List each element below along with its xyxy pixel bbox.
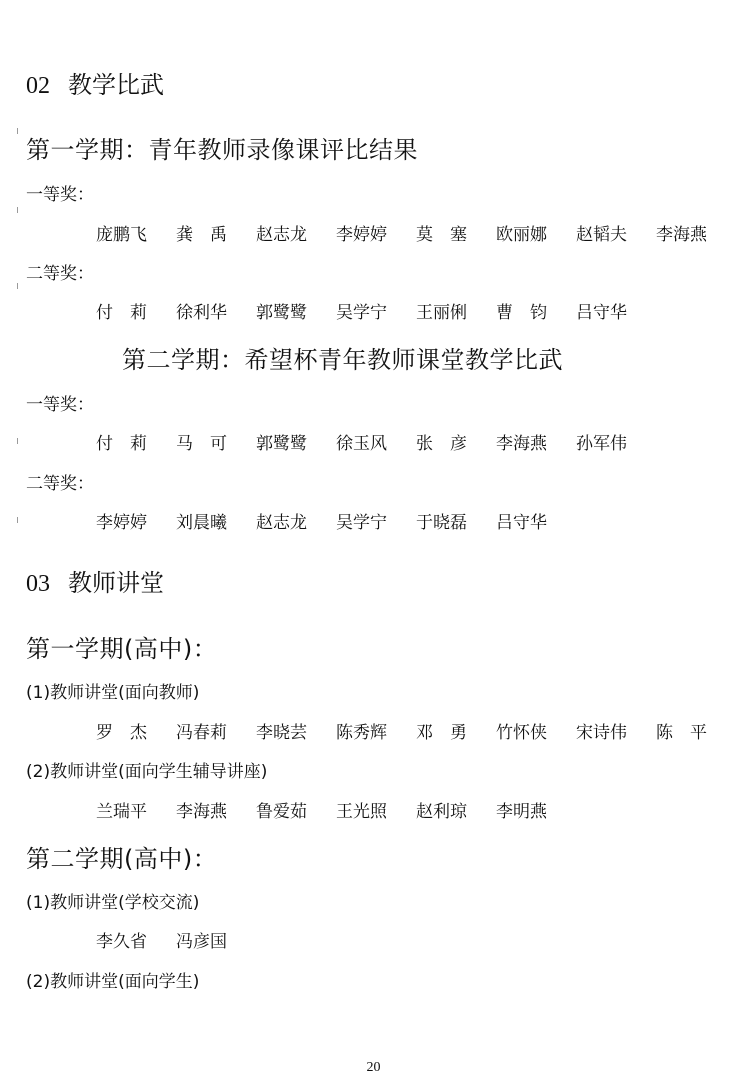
item-label: (1)教师讲堂(学校交流): [26, 893, 200, 913]
section-number: 03: [26, 571, 50, 597]
margin-mark: [17, 517, 18, 523]
semester-heading: 第二学期：希望杯青年教师课堂教学比武: [122, 346, 563, 374]
person-name: 李久省: [96, 932, 147, 952]
name-row: [96, 722, 736, 744]
section-title: 教师讲堂: [68, 569, 164, 597]
person-name: 吕守华: [576, 303, 627, 323]
semester-heading: 第一学期：青年教师录像课评比结果: [26, 136, 418, 164]
person-name: 张 彦: [416, 434, 467, 454]
person-name: 冯春莉: [176, 723, 227, 743]
person-name: 陈秀辉: [336, 723, 387, 743]
person-name: 马 可: [176, 434, 227, 454]
person-name: 龚 禹: [176, 225, 227, 245]
person-name: 郭鹭鹭: [256, 434, 307, 454]
margin-mark: [17, 438, 18, 444]
person-name: 李晓芸: [256, 723, 307, 743]
person-name: 赵志龙: [256, 225, 307, 245]
person-name: 付 莉: [96, 434, 147, 454]
name-row: [96, 512, 576, 534]
section-number: 02: [26, 73, 50, 99]
person-name: 郭鹭鹭: [256, 303, 307, 323]
person-name: 王丽俐: [416, 303, 467, 323]
margin-mark: [17, 283, 18, 289]
person-name: 于晓磊: [416, 513, 467, 533]
award-label: 二等奖：: [26, 264, 94, 284]
award-label: 一等奖：: [26, 395, 94, 415]
person-name: 庞鹏飞: [96, 225, 147, 245]
person-name: 竹怀侠: [496, 723, 547, 743]
person-name: 吴学宁: [336, 303, 387, 323]
person-name: 莫 塞: [416, 225, 467, 245]
award-label: 一等奖：: [26, 185, 94, 205]
person-name: 徐利华: [176, 303, 227, 323]
person-name: 吕守华: [496, 513, 547, 533]
name-row: [96, 433, 656, 455]
person-name: 陈 平: [656, 723, 707, 743]
person-name: 李海燕: [496, 434, 547, 454]
section-title: 教学比武: [68, 71, 164, 99]
margin-mark: [17, 207, 18, 213]
name-row: [96, 224, 736, 246]
person-name: 宋诗伟: [576, 723, 627, 743]
person-name: 王光照: [336, 802, 387, 822]
name-row: [96, 801, 576, 823]
person-name: 付 莉: [96, 303, 147, 323]
person-name: 冯彦国: [176, 932, 227, 952]
semester-heading: 第一学期(高中)：: [26, 635, 218, 663]
person-name: 兰瑞平: [96, 802, 147, 822]
person-name: 吴学宁: [336, 513, 387, 533]
semester-heading: 第二学期(高中)：: [26, 845, 218, 873]
person-name: 欧丽娜: [496, 225, 547, 245]
item-label: (2)教师讲堂(面向学生): [26, 972, 200, 992]
person-name: 曹 钧: [496, 303, 547, 323]
award-label: 二等奖：: [26, 474, 94, 494]
person-name: 李海燕: [176, 802, 227, 822]
person-name: 赵利琼: [416, 802, 467, 822]
person-name: 刘晨曦: [176, 513, 227, 533]
section-heading-02: [26, 70, 164, 101]
item-label: (2)教师讲堂(面向学生辅导讲座): [26, 762, 268, 782]
person-name: 李婷婷: [336, 225, 387, 245]
person-name: 罗 杰: [96, 723, 147, 743]
person-name: 孙军伟: [576, 434, 627, 454]
person-name: 赵志龙: [256, 513, 307, 533]
item-label: (1)教师讲堂(面向教师): [26, 683, 200, 703]
name-row: [96, 931, 256, 953]
person-name: 李海燕: [656, 225, 707, 245]
margin-mark: [17, 128, 18, 134]
section-heading-03: [26, 568, 164, 599]
person-name: 赵韬夫: [576, 225, 627, 245]
person-name: 李婷婷: [96, 513, 147, 533]
person-name: 鲁爱茹: [256, 802, 307, 822]
name-row: [96, 302, 656, 324]
page-number: 20: [366, 1060, 381, 1075]
person-name: 李明燕: [496, 802, 547, 822]
person-name: 徐玉风: [336, 434, 387, 454]
person-name: 邓 勇: [416, 723, 467, 743]
